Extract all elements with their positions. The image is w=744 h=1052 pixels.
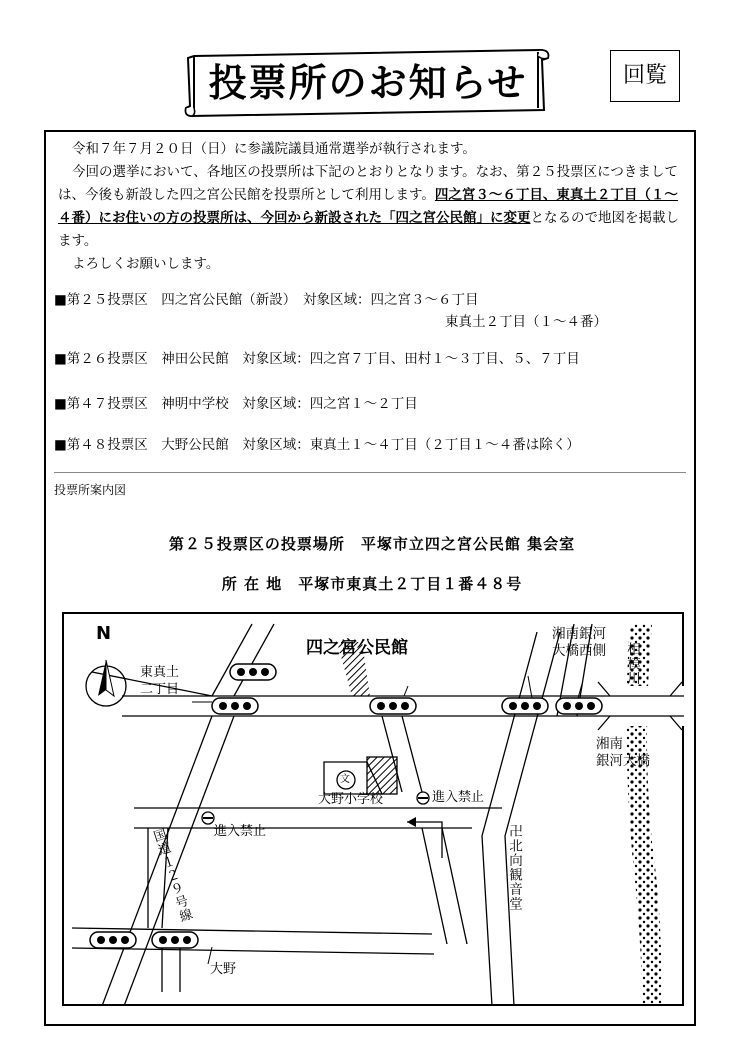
guide-map-label: 投票所案内図 [54,483,127,497]
route-129-label: 国道１２９号線 [148,827,194,925]
district-25 [54,289,607,333]
ono-label: 大野 [210,962,237,977]
north-label: N [96,623,112,644]
district-48: ■第４８投票区 大野公民館 対象区域：東真土１〜４丁目（２丁目１〜４番は除く） [54,437,580,453]
intro-paragraph-2-tail: となるので地図を掲載します。 [58,210,679,249]
intro-paragraph-2-emphasis: 四之宮３〜６丁目、東真土２丁目（１〜４番）にお住いの方の投票所は、今回から新設された「四之宮公民館」に変更 [58,187,678,226]
district-47: ■第４７投票区 神明中学校 対象区域：四之宮１〜２丁目 [54,396,418,412]
circulation-box: 回覧 [610,50,680,102]
district-26: ■第２６投票区 神田公民館 対象区域：四之宮７丁目、田村１〜３丁目、５、７丁目 [54,351,580,367]
shonan-west-label: 湘南銀河 大橋西側 [552,626,606,659]
address-line: 所 在 地 平塚市東真土２丁目１番４８号 [221,575,523,593]
kominkan-label: 四之宮公民館 [306,638,408,658]
intro-paragraph-1: 令和７年７月２０日（日）に参議院議員通常選挙が執行されます。 [72,141,476,157]
intro-text [58,138,686,276]
venue-line: 第２５投票区の投票場所 平塚市立四之宮公民館 集会室 [168,535,576,553]
district-25-line: ■第２５投票区 四之宮公民館（新設） 対象区域：四之宮３〜６丁目 [54,292,479,308]
intro-paragraph-2 [58,161,686,253]
guide-map [62,612,684,1006]
page-title: 投票所のお知らせ [208,61,528,105]
kominkan-building [367,757,397,794]
district-25-line2: 東真土２丁目（１〜４番） [445,314,607,330]
shonan-bridge-label: 湘南 銀河大橋 [596,736,650,769]
school-label: 大野小学校 [318,792,384,807]
section-divider [54,472,686,473]
higashi-shindo-label: 東真土 二丁目 [140,665,180,697]
intro-paragraph-2-plain: 今回の選挙において、各地区の投票所は下記のとおりとなります。なお、第２５投票区につきましては、今後も新設した四之宮公民館を投票所として利用します。 [58,164,678,203]
no-entry-label-1: 進入禁止 [432,790,485,805]
no-entry-label-2: 進入禁止 [214,824,267,839]
intro-paragraph-3: よろしくお願いします。 [72,256,220,272]
sagami-river-label: 相模川 [624,642,640,686]
school-mark: 文 [340,774,350,785]
kitamuki-kannon-label: 卍北向観音堂 [506,824,522,911]
